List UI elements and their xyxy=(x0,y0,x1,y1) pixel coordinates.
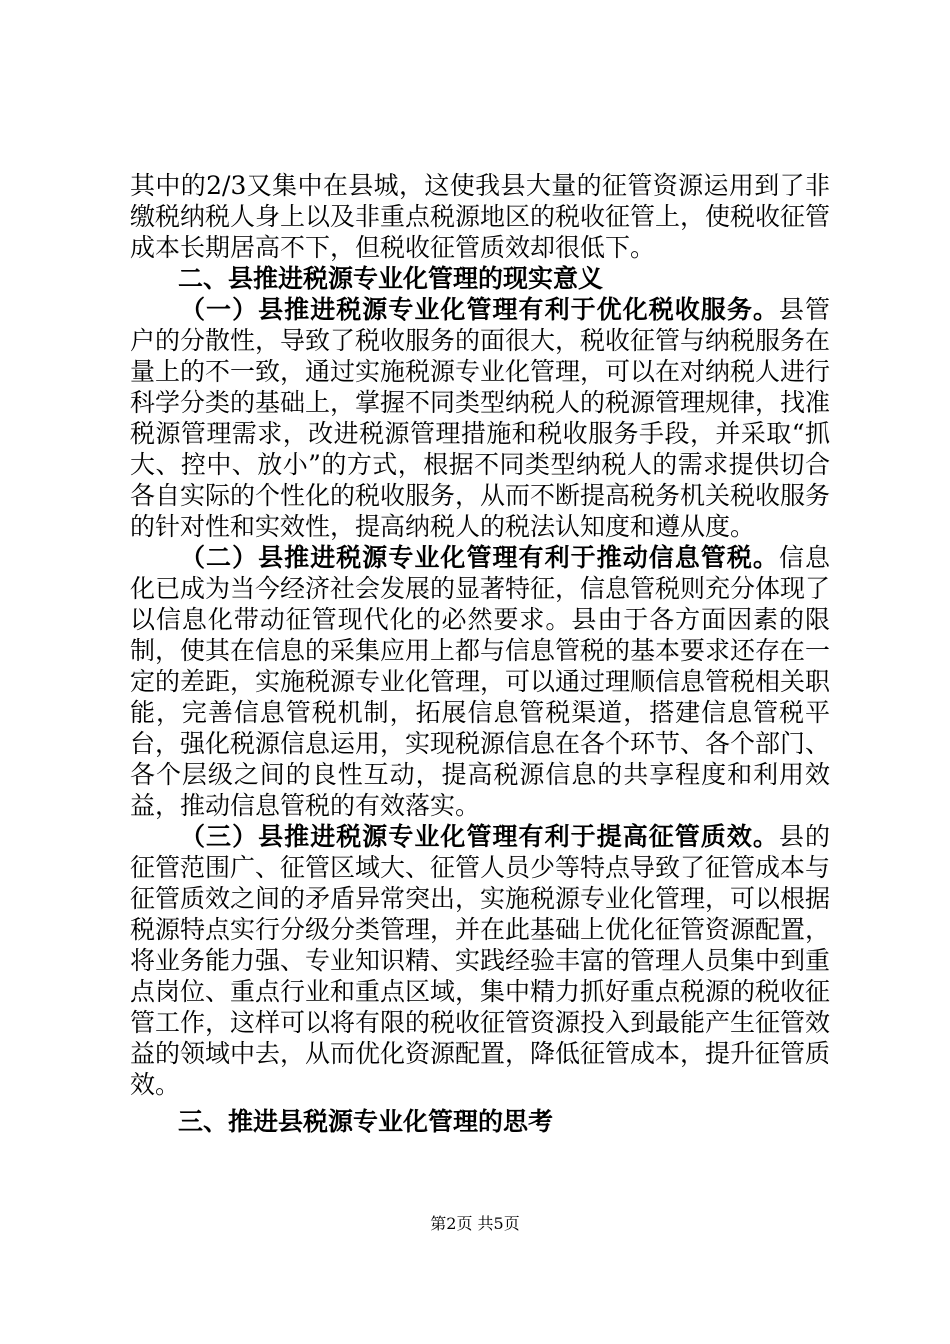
paragraph-information-tax xyxy=(130,542,830,821)
paragraph-body: 县的征管范围广、征管区域大、征管人员少等特点导致了征管成本与征管质效之间的矛盾异常突出，实施税源专业化管理，可以根据税源特点实行分级分类管理，并在此基础上优化征管资源配置，将业务能力强、专业知识精、实践经验丰富的管理人员集中到重点岗位、重点行业和重点区域，集中精力抓好重点税源的税收征管工作，这样可以将有限的税收征管资源投入到最能产生征管效益的领域中去，从而优化资源配置，降低征管成本，提升征管质效。 xyxy=(130,822,831,1099)
paragraph-body: 县管户的分散性，导致了税收服务的面很大，税收征管与纳税服务在量上的不一致，通过实施税源专业化管理，可以在对纳税人进行科学分类的基础上，掌握不同类型纳税人的税源管理规律，找准税源管理需求，改进税源管理措施和税收服务手段，并采取“抓大、控中、放小”的方式，根据不同类型纳税人的需求提供切合各自实际的个性化的税收服务，从而不断提高税务机关税收服务的针对性和实效性，提高纳税人的税法认知度和遵从度。 xyxy=(130,295,831,541)
paragraph-continuation: 其中的2/3又集中在县城，这使我县大量的征管资源运用到了非缴税纳税人身上以及非重点税源地区的税收征管上，使税收征管成本长期居高不下，但税收征管质效却很低下。 xyxy=(130,171,831,262)
paragraph-lead: （二）县推进税源专业化管理有利于推动信息管税。 xyxy=(180,543,779,572)
paragraph-lead: （三）县推进税源专业化管理有利于提高征管质效。 xyxy=(180,822,779,851)
paragraph-lead: （一）县推进税源专业化管理有利于优化税收服务。 xyxy=(180,295,779,324)
paragraph-body: 信息化已成为当今经济社会发展的显著特征，信息管税则充分体现了以信息化带动征管现代化的必然要求。县由于各方面因素的限制，使其在信息的采集应用上都与信息管税的基本要求还存在一定的差距，实施税源专业化管理，可以通过理顺信息管税相关职能，完善信息管税机制，拓展信息管税渠道，搭建信息管税平台，强化税源信息运用，实现税源信息在各个环节、各个部门、各个层级之间的良性互动，提高税源信息的共享程度和利用效益，推动信息管税的有效落实。 xyxy=(130,543,831,820)
section-heading-2: 二、县推进税源专业化管理的现实意义 xyxy=(178,264,604,293)
page-footer: 第2页 共5页 xyxy=(430,1214,520,1233)
paragraph-collection-quality xyxy=(130,821,830,1100)
document-body xyxy=(130,170,830,1137)
section-heading-3: 三、推进县税源专业化管理的思考 xyxy=(178,1107,554,1136)
paragraph-optimize-service xyxy=(130,294,830,542)
